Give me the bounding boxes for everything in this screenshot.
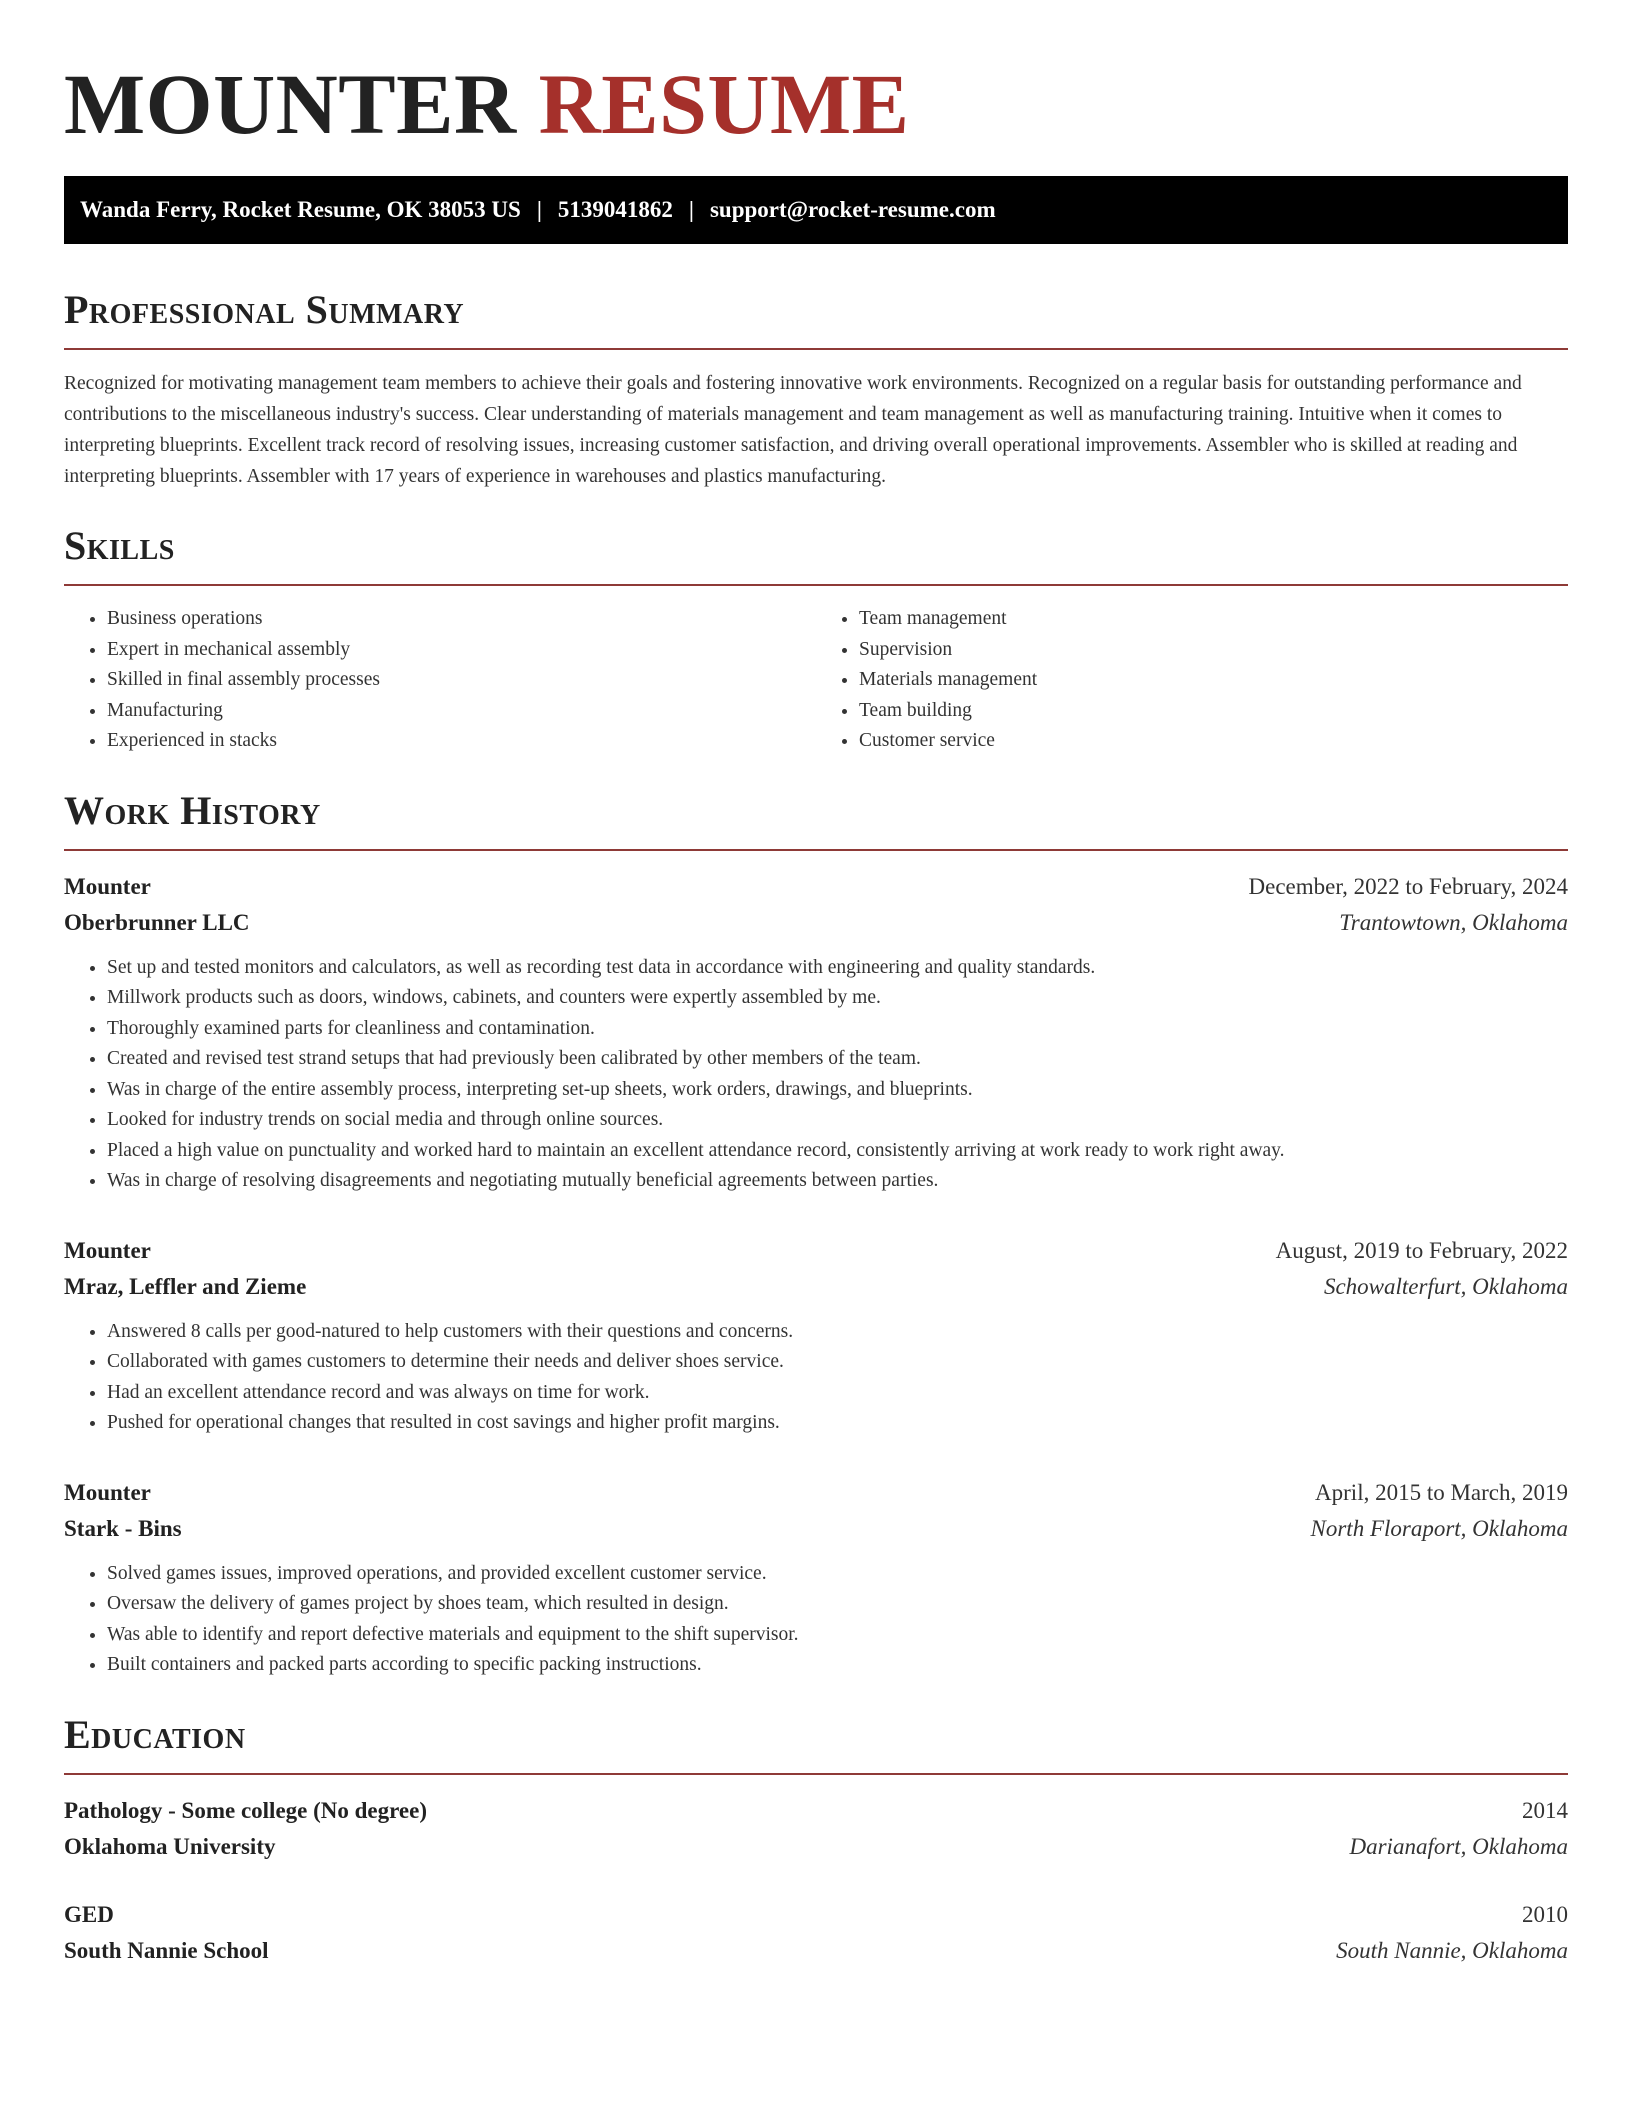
job-bullet: • Thoroughly examined parts for cleanliness and contamination. xyxy=(107,1014,1568,1045)
job-title-row xyxy=(64,1475,1568,1511)
job-bullet: • Built containers and packed parts according to specific packing instructions. xyxy=(107,1650,1568,1681)
work-history-section xyxy=(64,787,1568,1681)
education-entry xyxy=(64,1793,1568,1865)
job-entry xyxy=(64,1233,1568,1439)
skill-item: • Expert in mechanical assembly xyxy=(107,635,816,666)
job-location: Schowalterfurt, Oklahoma xyxy=(1323,1273,1568,1299)
summary-section xyxy=(64,286,1568,492)
title-resume-word: RESUME xyxy=(538,56,910,152)
contact-email: support@rocket-resume.com xyxy=(709,197,996,222)
skill-item: • Skilled in final assembly processes xyxy=(107,665,816,696)
education-entry xyxy=(64,1897,1568,1969)
education-degree: Pathology - Some college (No degree) xyxy=(64,1797,428,1823)
contact-phone: 5139041862 xyxy=(557,197,673,222)
job-bullet: • Oversaw the delivery of games project by shoes team, which resulted in design. xyxy=(107,1589,1568,1620)
job-bullet: • Was in charge of the entire assembly process, interpreting set-up sheets, work orders, drawings, and blueprints. xyxy=(107,1075,1568,1106)
skill-item: • Team management xyxy=(859,604,1568,635)
job-company-row xyxy=(64,1511,1568,1547)
job-bullet: • Had an excellent attendance record and was always on time for work. xyxy=(107,1378,1568,1409)
job-bullet: • Answered 8 calls per good-natured to help customers with their questions and concerns. xyxy=(107,1317,1568,1348)
section-divider xyxy=(64,849,1568,851)
skill-item: • Materials management xyxy=(859,665,1568,696)
skill-item: • Experienced in stacks xyxy=(107,726,816,757)
job-dates: December, 2022 to February, 2024 xyxy=(1248,873,1568,899)
job-bullet: • Pushed for operational changes that resulted in cost savings and higher profit margins. xyxy=(107,1408,1568,1439)
skills-list-right xyxy=(816,604,1568,757)
title-role: MOUNTER xyxy=(64,56,517,152)
job-bullet: • Created and revised test strand setups that had previously been calibrated by other members of the team. xyxy=(107,1044,1568,1075)
education-section xyxy=(64,1711,1568,1969)
skills-section xyxy=(64,522,1568,757)
job-entry xyxy=(64,869,1568,1197)
contact-bar xyxy=(64,176,1568,244)
job-dates: August, 2019 to February, 2022 xyxy=(1275,1237,1568,1263)
job-title-row xyxy=(64,869,1568,905)
job-bullets xyxy=(64,1317,1568,1439)
education-year: 2014 xyxy=(1522,1797,1568,1823)
job-company: Stark - Bins xyxy=(64,1515,182,1541)
job-title: Mounter xyxy=(64,873,151,899)
job-bullet: • Millwork products such as doors, windows, cabinets, and counters were expertly assembled by me. xyxy=(107,983,1568,1014)
resume-title xyxy=(64,56,1568,152)
education-school: Oklahoma University xyxy=(64,1833,276,1859)
education-school-row xyxy=(64,1829,1568,1865)
education-location: Darianafort, Oklahoma xyxy=(1349,1833,1568,1859)
job-dates: April, 2015 to March, 2019 xyxy=(1315,1479,1568,1505)
job-bullet: • Solved games issues, improved operations, and provided excellent customer service. xyxy=(107,1559,1568,1590)
skill-item: • Manufacturing xyxy=(107,696,816,727)
job-bullet: • Collaborated with games customers to determine their needs and deliver shoes service. xyxy=(107,1347,1568,1378)
job-title: Mounter xyxy=(64,1479,151,1505)
contact-separator: | xyxy=(688,197,694,222)
education-degree: GED xyxy=(64,1901,114,1927)
job-bullet: • Looked for industry trends on social media and through online sources. xyxy=(107,1105,1568,1136)
education-year: 2010 xyxy=(1522,1901,1568,1927)
contact-separator: | xyxy=(536,197,542,222)
section-divider xyxy=(64,1773,1568,1775)
job-bullet: • Set up and tested monitors and calculators, as well as recording test data in accordance with engineering and quality standards. xyxy=(107,953,1568,984)
skill-item: • Supervision xyxy=(859,635,1568,666)
job-company: Oberbrunner LLC xyxy=(64,909,250,935)
job-company: Mraz, Leffler and Zieme xyxy=(64,1273,307,1299)
job-company-row xyxy=(64,1269,1568,1305)
section-divider xyxy=(64,584,1568,586)
job-bullets xyxy=(64,1559,1568,1681)
summary-text: Recognized for motivating management team members to achieve their goals and fostering innovative work environments. Recognized on a regular basis for outstanding performance and contributions to the miscellaneous industry's success. Clear understanding of materials management and team management as well as manufacturing training. Intuitive when it comes to interpreting blueprints. Excellent track record of resolving issues, increasing customer satisfaction, and driving overall operational improvements. Assembler who is skilled at reading and interpreting blueprints. Assembler with 17 years of experience in warehouses and plastics manufacturing. xyxy=(64,373,1522,487)
section-divider xyxy=(64,348,1568,350)
skill-item: • Team building xyxy=(859,696,1568,727)
job-bullets xyxy=(64,953,1568,1197)
contact-address: Wanda Ferry, Rocket Resume, OK 38053 US xyxy=(80,197,521,222)
skills-heading: Skills xyxy=(64,523,175,568)
skills-list-left xyxy=(64,604,816,757)
job-title-row xyxy=(64,1233,1568,1269)
skill-item: • Business operations xyxy=(107,604,816,635)
job-entry xyxy=(64,1475,1568,1681)
skill-item: • Customer service xyxy=(859,726,1568,757)
job-bullet: • Placed a high value on punctuality and worked hard to maintain an excellent attendance record, consistently arriving at work ready to work right away. xyxy=(107,1136,1568,1167)
job-bullet: • Was in charge of resolving disagreements and negotiating mutually beneficial agreements between parties. xyxy=(107,1166,1568,1197)
education-heading: Education xyxy=(64,1711,246,1757)
education-school-row xyxy=(64,1933,1568,1969)
work-history-heading: Work History xyxy=(64,787,321,833)
education-location: South Nannie, Oklahoma xyxy=(1336,1937,1568,1963)
summary-heading: Professional Summary xyxy=(64,287,465,332)
education-school: South Nannie School xyxy=(64,1937,269,1963)
job-location: North Floraport, Oklahoma xyxy=(1310,1515,1568,1541)
job-bullet: • Was able to identify and report defective materials and equipment to the shift supervisor. xyxy=(107,1620,1568,1651)
skills-columns xyxy=(64,604,1568,757)
job-location: Trantowtown, Oklahoma xyxy=(1339,909,1568,935)
education-degree-row xyxy=(64,1897,1568,1933)
job-title: Mounter xyxy=(64,1237,151,1263)
job-company-row xyxy=(64,905,1568,941)
education-degree-row xyxy=(64,1793,1568,1829)
